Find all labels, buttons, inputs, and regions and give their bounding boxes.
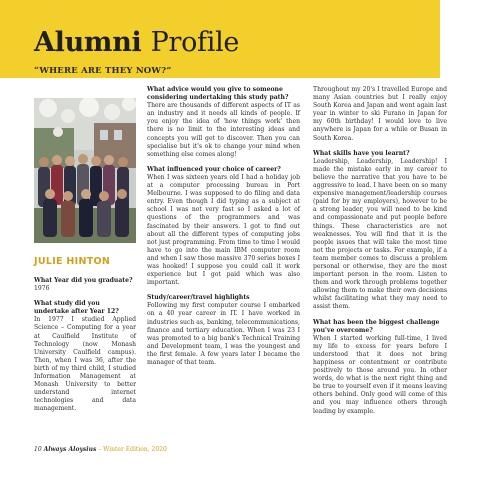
question: What study did you undertake after Year 12?	[34, 300, 119, 316]
title-bold: Alumni	[34, 27, 142, 58]
group-photo	[34, 98, 136, 243]
column-right	[313, 86, 447, 416]
question: What skills have you learnt?	[313, 149, 410, 157]
alumni-name: JULIE HINTON	[34, 256, 111, 267]
answer: When I started working full-time, I lived my life to excess for years before I understood that it does not bring happiness or contentment or contribute positively to those around you. In other words, do what is the next right thing and be true to yourself even if it means leaving others behind. Only good will come of this and you may influence others through leading by example.	[313, 334, 447, 415]
question: Study/career/travel highlights	[147, 294, 250, 302]
answer: There are thousands of different aspects of IT as an industry and it needs all kinds of people. If you enjoy the idea of 'how things work' then there is no limit to the interesting ideas and concepts you will get to discover. Then you can specialise but it's ok to change your mind when something else comes along!	[147, 102, 300, 158]
question: What advice would you give to someone considering undertaking this study path?	[147, 86, 289, 102]
edition-label: – Winter Edition, 2020	[98, 446, 167, 453]
question: What Year did you graduate?	[34, 277, 133, 284]
answer: When I was sixteen years old I had a holiday job at a computer processing bureau in Port Melbourne. I was supposed to do filing and data entry. Even though I did typing as a subject at school I was not very fast so I asked a lot of questions of the programmers and was fascinated by their answers. I got to find out about all the different types of computing jobs not just programming. From time to time I would have to go into the main IBM computer room and when I saw those massive 370 series boxes I was hooked! I suppose you could call it work experience but I got paid which was also important.	[147, 173, 300, 287]
page-subtitle: “WHERE ARE THEY NOW?”	[34, 66, 172, 76]
question: What influenced your choice of career?	[147, 165, 281, 173]
magazine-name: Always Aloysius	[43, 446, 97, 453]
column-middle	[147, 86, 300, 367]
answer: In 1977 I studied Applied Science – Computing for a year at Caulfield Institute of Technology (now Monash University Caulfield campus). Then, when I was 36, after the birth of my third child, I studied Information Management at Monash University to better understand internet technologies and data management.	[34, 316, 136, 413]
page-number: 10	[34, 446, 42, 453]
question: What has been the biggest challenge you've overcome?	[313, 318, 440, 334]
title-light: Profile	[150, 27, 240, 58]
answer: Leadership, Leadership, Leadership! I made the mistake early in my career to believe the narrative that you have to be aggressive to lead. I have been on so many expensive management/leadership courses (paid for by my employers), however to be a strong leader, you will need to be kind and compassionate and put people before things. These characteristics are not weaknesses. You will find that it is the people issues that will take the most time not the projects or tasks. For example, if a team member comes to discuss a problem personal or otherwise, they are the most important person in the room. Listen to them and work through problems together allowing them to make their own decisions whilst facilitating what they may need to assist them.	[313, 157, 447, 311]
answer: Throughout my 20's I travelled Europe and many Asian countries but I really enjoy South Korea and Japan and went again last year in winter to ski Furano in Japan for my 60th birthday! I would love to live anywhere is Japan for a while or Busan in South Korea.	[313, 86, 447, 142]
column-left	[34, 256, 136, 414]
answer: 1976	[34, 285, 50, 293]
page-footer	[34, 446, 167, 453]
answer: Following my first computer course I embarked on a 40 year career in IT. I have worked in industries such as, banking, telecommunications, finance and tertiary education. When I was 23 I was promoted to a big bank's Technical Training and Development team, I was the youngest and the first female. A few years later I became the manager of that team.	[147, 302, 300, 366]
page-title	[34, 28, 239, 58]
